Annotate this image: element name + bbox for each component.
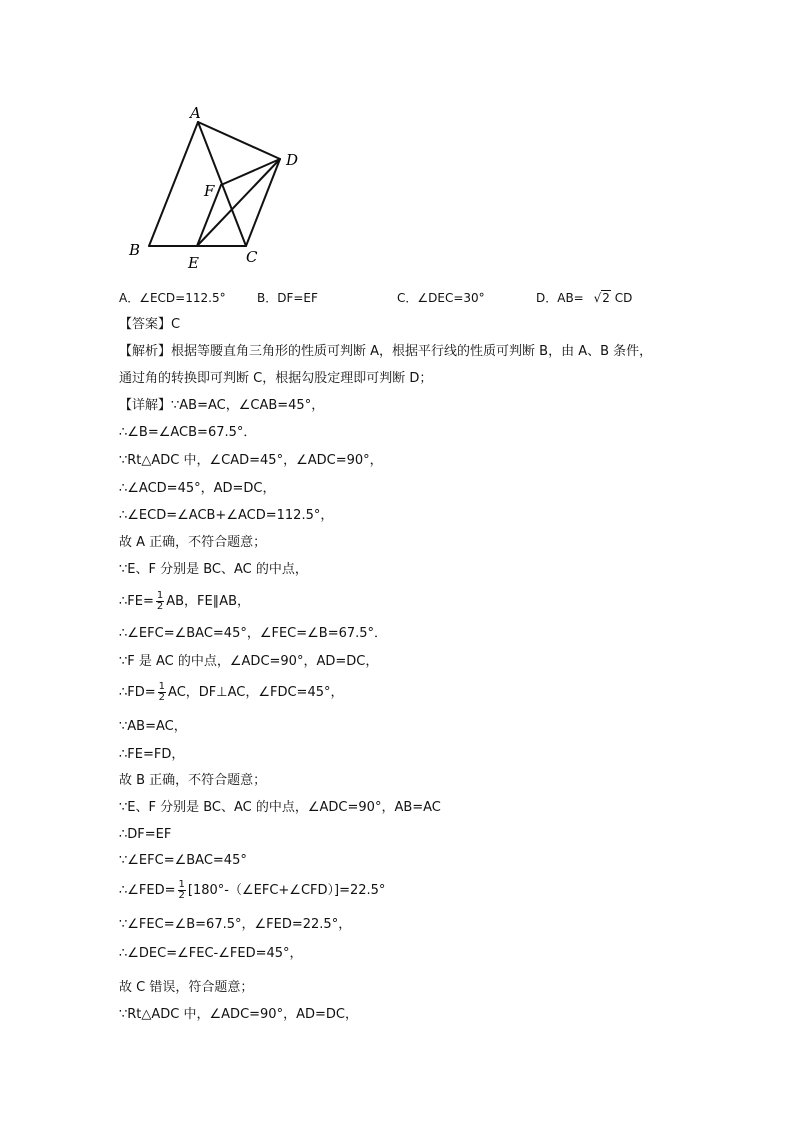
detail-line-11-post: AC，DF⊥AC，∠FDC=45°， [168,685,344,700]
detail-line-8-post: AB，FE∥AB， [166,594,251,609]
detail-line-16: ∴DF=EF [119,827,172,842]
sqrt-sign: √ [593,291,602,305]
detail-line-7: ∵E、F 分别是 BC、AC 的中点， [119,562,308,577]
geometry-figure [120,100,320,275]
detail-line-17: ∵∠EFC=∠BAC=45° [119,853,247,868]
detail-line-3: ∵Rt△ADC 中，∠CAD=45°，∠ADC=90°， [119,453,383,468]
analysis-line-1: 【解析】根据等腰直角三角形的性质可判断 A，根据平行线的性质可判断 B，由 A、B 条件， [119,344,653,359]
fraction-denominator: 2 [156,601,164,612]
detail-line-8 [119,589,250,615]
sqrt-radicand: 2 [602,291,610,305]
detail-line-18-post: [180°-（∠EFC+∠CFD）]=22.5° [187,883,386,898]
fraction-half [156,591,164,612]
option-a: A．∠ECD=112.5° [119,291,226,305]
detail-line-11-pre: ∴FD= [119,685,156,700]
detail-line-11 [119,680,343,706]
point-label-B: B [129,241,141,259]
detail-line-18-pre: ∴∠FED= [119,883,176,898]
detail-line-18 [119,878,385,904]
detail-line-6: 故 A 正确，不符合题意； [119,535,267,550]
fraction-half [158,682,166,703]
detail-line-5: ∴∠ECD=∠ACB+∠ACD=112.5°， [119,508,334,523]
detail-line-8-pre: ∴FE= [119,594,154,609]
detail-line-21: 故 C 错误，符合题意； [119,980,254,995]
segment-AB [149,122,198,246]
fraction-numerator: 1 [158,681,166,692]
detail-line-14: 故 B 正确，不符合题意； [119,773,267,788]
detail-line-12: ∵AB=AC， [119,719,187,734]
option-d-prefix: D．AB= [536,291,584,305]
point-label-F: F [204,182,215,200]
detail-line-19: ∵∠FEC=∠B=67.5°，∠FED=22.5°， [119,917,352,932]
option-b: B．DF=EF [257,291,318,305]
point-label-C: C [246,248,258,266]
answer-line: 【答案】C [119,317,181,332]
option-c: C．∠DEC=30° [397,291,485,305]
point-label-E: E [188,254,199,272]
fraction-half [178,880,186,901]
point-label-A: A [190,104,201,122]
segment-ED [197,159,280,246]
option-d [536,289,632,306]
detail-line-13: ∴FE=FD， [119,747,185,762]
fraction-denominator: 2 [178,890,185,901]
detail-line-1: 【详解】∵AB=AC，∠CAB=45°， [119,398,325,413]
detail-line-10: ∵F 是 AC 的中点，∠ADC=90°，AD=DC， [119,654,379,669]
analysis-line-2: 通过角的转换即可判断 C，根据勾股定理即可判断 D； [119,371,433,386]
option-d-suffix: CD [614,291,633,305]
fraction-denominator: 2 [158,692,166,703]
point-label-D: D [286,151,299,169]
fraction-numerator: 1 [156,590,164,601]
detail-line-15: ∵E、F 分别是 BC、AC 的中点，∠ADC=90°，AB=AC [119,800,441,815]
detail-line-2: ∴∠B=∠ACB=67.5°． [119,425,257,440]
fraction-numerator: 1 [178,879,185,890]
detail-line-22: ∵Rt△ADC 中，∠ADC=90°，AD=DC， [119,1007,358,1022]
detail-line-9: ∴∠EFC=∠BAC=45°，∠FEC=∠B=67.5°． [119,626,388,641]
detail-line-20: ∴∠DEC=∠FEC-∠FED=45°， [119,946,303,961]
detail-line-4: ∴∠ACD=45°，AD=DC， [119,481,276,496]
